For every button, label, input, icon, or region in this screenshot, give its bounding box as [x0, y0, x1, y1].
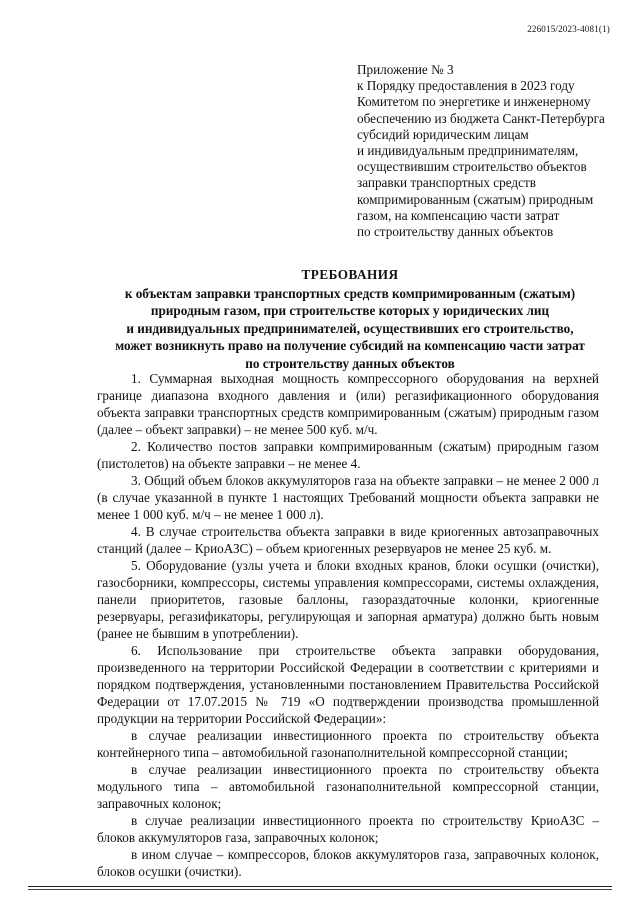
appendix-line: осуществившим строительство объектов: [357, 159, 587, 175]
title-subline: природным газом, при строительстве которых у юридических лиц: [150, 303, 550, 318]
requirement-subparagraph: в случае реализации инвестиционного проекта по строительству объекта модульного типа – автомобильной газонаполнительной компрессорной станции, заправочных колонок;: [97, 762, 599, 811]
requirement-paragraph: 2. Количество постов заправки компримированным (сжатым) природным газом (пистолетов) на объекте заправки – не менее 4.: [97, 439, 599, 471]
appendix-line: Комитетом по энергетике и инженерному: [357, 94, 591, 110]
document-title: [90, 266, 610, 372]
appendix-line: к Порядку предоставления в 2023 году: [357, 78, 575, 94]
appendix-line: субсидий юридическим лицам: [357, 126, 529, 142]
requirements-body: [97, 370, 599, 880]
title-subline: может возникнуть право на получение субсидий на компенсацию части затрат: [115, 338, 585, 353]
requirement-paragraph: 5. Оборудование (узлы учета и блоки входных кранов, блоки осушки (очистки), газосборники, компрессоры, системы управления компрессорами, системы охлаждения, панели приоритетов, газовые баллоны, газораздаточные колонки, криогенные резервуары, регазификаторы, регулирующая и запорная арматура) должно быть новым (ранее не бывшим в употреблении).: [97, 558, 599, 641]
appendix-line: Приложение № 3: [357, 62, 454, 77]
requirement-subparagraph: в случае реализации инвестиционного проекта по строительству объекта контейнерного типа – автомобильной газонаполнительной компрессорной станции;: [97, 728, 599, 760]
appendix-line: по строительству данных объектов: [357, 224, 554, 240]
footer-divider: [28, 889, 612, 890]
appendix-line: газом, на компенсацию части затрат: [357, 207, 560, 223]
appendix-line: обеспечению из бюджета Санкт-Петербурга: [357, 110, 605, 126]
requirement-subparagraph: в случае реализации инвестиционного проекта по строительству КриоАЗС – блоков аккумуляторов газа, заправочных колонок;: [97, 813, 599, 845]
requirement-paragraph: 3. Общий объем блоков аккумуляторов газа на объекте заправки – не менее 2 000 л (в случае указанной в пункте 1 настоящих Требований мощности объекта заправки не менее 1 000 куб. м/ч – не менее 1 000 л).: [97, 473, 599, 522]
requirement-subparagraph: в ином случае – компрессоров, блоков аккумуляторов газа, заправочных колонок, блоков осушки (очистки).: [97, 847, 599, 879]
document-registration-number: 226015/2023-4081(1): [527, 24, 610, 34]
requirement-paragraph: 4. В случае строительства объекта заправки в виде криогенных автозаправочных станций (далее – КриоАЗС) – объем криогенных резервуаров не менее 25 куб. м.: [97, 524, 599, 556]
title-subline: и индивидуальных предпринимателей, осуществивших его строительство,: [126, 320, 574, 336]
appendix-line: компримированным (сжатым) природным: [357, 191, 594, 207]
appendix-line: и индивидуальным предпринимателям,: [357, 143, 579, 159]
title-heading: ТРЕБОВАНИЯ: [301, 267, 399, 282]
title-subline: к объектам заправки транспортных средств компримированным (сжатым): [124, 285, 576, 301]
appendix-header: [357, 62, 627, 240]
footer-divider: [28, 886, 612, 887]
requirement-paragraph: 1. Суммарная выходная мощность компрессорного оборудования на верхней границе диапазона входного давления и (или) регазификационного оборудования объекта заправки транспортных средств компримированным (сжатым) природным газом (далее – объект заправки) – не менее 500 куб. м/ч.: [97, 371, 599, 437]
requirement-paragraph: 6. Использование при строительстве объекта заправки оборудования, произведенного на территории Российской Федерации в соответствии с критериями и порядком подтверждения, установленными постановлением Правительства Российской Федерации от 17.07.2015 № 719 «О подтверждении производства промышленной продукции на территории Российской Федерации»:: [97, 643, 599, 726]
title-subline: по строительству данных объектов: [245, 355, 455, 371]
appendix-line: заправки транспортных средств: [357, 175, 536, 191]
